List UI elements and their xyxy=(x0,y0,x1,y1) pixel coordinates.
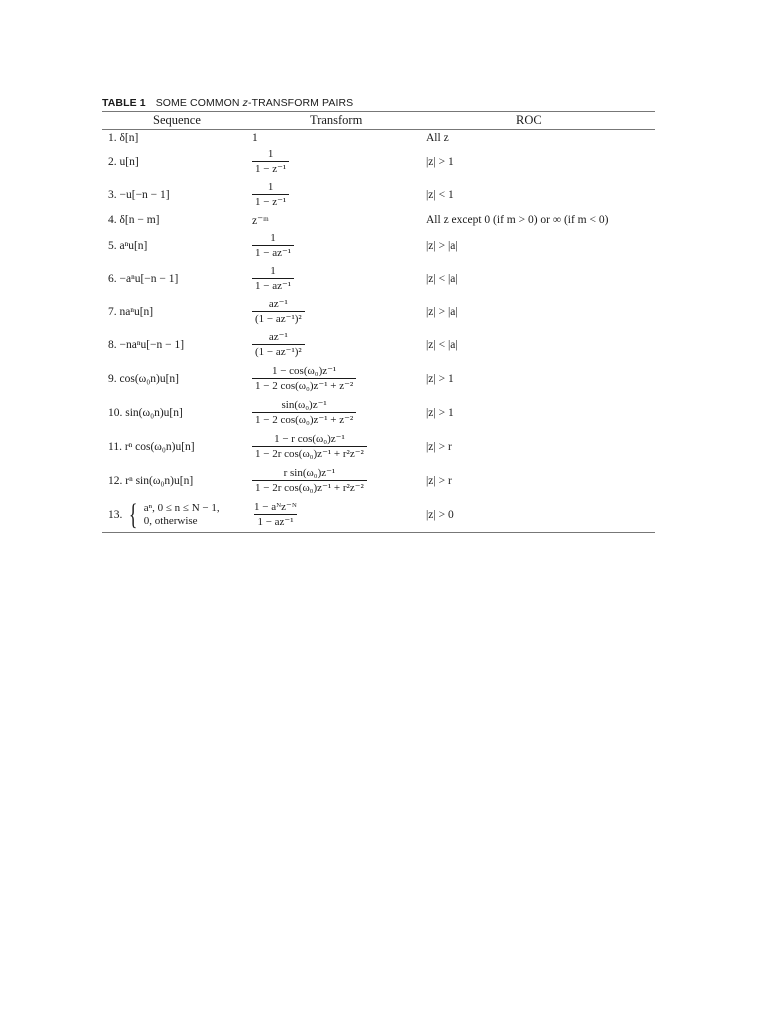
sequence-cell xyxy=(108,464,193,498)
transform-text: 1 xyxy=(252,131,258,144)
table-row xyxy=(102,145,655,178)
table-title-pre: SOME COMMON xyxy=(155,97,243,109)
sequence-cell xyxy=(108,262,178,295)
roc-text: |z| > 1 xyxy=(426,373,454,385)
sequence-number: 13. xyxy=(108,509,123,521)
transform-cell xyxy=(252,130,258,145)
table-title-post: -TRANSFORM PAIRS xyxy=(248,97,354,109)
sequence-text: 12. rⁿ sin(ω₀n)u[n] xyxy=(108,475,194,487)
sequence-text: 10. sin(ω₀n)u[n] xyxy=(108,406,183,419)
sequence-text: 8. −naⁿu[−n − 1] xyxy=(108,339,185,351)
transform-cell xyxy=(252,178,289,211)
transform-fraction xyxy=(252,365,356,393)
roc-cell xyxy=(426,130,449,145)
transform-fraction xyxy=(252,148,289,176)
roc-text: |z| < 1 xyxy=(426,188,454,201)
roc-cell xyxy=(426,262,458,295)
table-row xyxy=(102,464,655,498)
header-row xyxy=(102,112,655,129)
transform-cell xyxy=(252,498,299,532)
table-row xyxy=(102,429,655,464)
sequence-cell xyxy=(108,429,195,464)
transform-cell xyxy=(252,396,356,429)
roc-cell xyxy=(426,211,608,229)
roc-text: |z| < |a| xyxy=(426,272,458,285)
roc-text: |z| > 1 xyxy=(426,155,454,168)
roc-text: |z| > |a| xyxy=(426,305,458,318)
transform-fraction xyxy=(252,399,356,427)
fraction-denominator: 1 − z⁻¹ xyxy=(252,194,289,209)
sequence-cell xyxy=(108,328,184,362)
table-label: TABLE 1 xyxy=(102,97,146,109)
table-row xyxy=(102,295,655,328)
fraction-denominator: (1 − az⁻¹)² xyxy=(252,344,305,359)
piecewise-sequence xyxy=(108,500,220,530)
fraction-denominator: (1 − az⁻¹)² xyxy=(252,311,305,326)
sequence-cell xyxy=(108,362,179,396)
sequence-text: 3. −u[−n − 1] xyxy=(108,188,170,201)
header-roc: ROC xyxy=(516,113,542,127)
cases-block xyxy=(144,502,220,528)
transform-fraction xyxy=(252,265,294,293)
roc-text: All z xyxy=(426,131,449,144)
fraction-numerator: 1 xyxy=(270,231,276,244)
sequence-cell xyxy=(108,211,160,229)
sequence-cell xyxy=(108,145,139,178)
transform-fraction xyxy=(252,232,294,260)
transform-text: z⁻ᵐ xyxy=(252,215,269,227)
fraction-numerator: 1 − cos(ω₀)z⁻¹ xyxy=(271,365,337,377)
roc-text: |z| > |a| xyxy=(426,239,458,252)
sequence-text: 5. aⁿu[n] xyxy=(108,239,148,252)
roc-text: |z| < |a| xyxy=(426,339,458,351)
table-title-var: z xyxy=(242,97,248,109)
case-line-2: 0, otherwise xyxy=(143,515,198,527)
sequence-text: 11. rⁿ cos(ω₀n)u[n] xyxy=(108,440,195,453)
bottom-rule xyxy=(102,532,655,533)
transform-cell xyxy=(252,362,356,396)
fraction-denominator: 1 − 2r cos(ω₀)z⁻¹ + r²z⁻² xyxy=(252,480,367,495)
fraction-denominator: 1 − 2 cos(ω₀)z⁻¹ + z⁻² xyxy=(252,412,356,427)
sequence-text: 9. cos(ω₀n)u[n] xyxy=(108,373,179,385)
fraction-numerator: 1 − r cos(ω₀)z⁻¹ xyxy=(274,432,345,445)
fraction-numerator: 1 xyxy=(270,264,276,277)
transform-cell xyxy=(252,328,305,362)
transform-cell xyxy=(252,295,305,328)
fraction-numerator: az⁻¹ xyxy=(268,331,288,343)
fraction-numerator: az⁻¹ xyxy=(268,297,288,310)
fraction-numerator: 1 xyxy=(267,147,274,160)
transform-cell xyxy=(252,145,289,178)
fraction-numerator: 1 − aᴺz⁻ᴺ xyxy=(254,501,297,513)
roc-text: |z| > r xyxy=(426,440,452,453)
roc-cell xyxy=(426,145,454,178)
sequence-text: 4. δ[n − m] xyxy=(108,214,160,226)
sequence-text: 1. δ[n] xyxy=(108,131,139,144)
fraction-denominator: 1 − 2 cos(ω₀)z⁻¹ + z⁻² xyxy=(252,378,356,393)
sequence-text: 6. −aⁿu[−n − 1] xyxy=(108,272,179,285)
header-sequence: Sequence xyxy=(153,113,201,127)
roc-text: |z| > 0 xyxy=(426,509,454,521)
transform-fraction xyxy=(252,467,367,495)
transform-cell xyxy=(252,211,269,229)
transform-cell xyxy=(252,464,367,498)
roc-cell xyxy=(426,362,454,396)
table-title xyxy=(156,97,354,109)
table-row xyxy=(102,130,655,145)
sequence-cell xyxy=(108,178,170,211)
roc-cell xyxy=(426,328,458,362)
transform-cell xyxy=(252,429,367,464)
table-row xyxy=(102,229,655,262)
sequence-cell xyxy=(108,130,138,145)
header-transform: Transform xyxy=(310,113,363,127)
sequence-cell xyxy=(108,498,220,532)
table-row xyxy=(102,328,655,362)
roc-text: All z except 0 (if m > 0) or ∞ (if m < 0) xyxy=(426,214,609,226)
transform-fraction xyxy=(252,331,305,359)
roc-cell xyxy=(426,464,452,498)
table-container xyxy=(102,96,655,533)
fraction-denominator: 1 − az⁻¹ xyxy=(252,278,294,293)
fraction-numerator: r sin(ω₀)z⁻¹ xyxy=(283,467,336,479)
transform-cell xyxy=(252,229,294,262)
roc-cell xyxy=(426,295,458,328)
fraction-denominator: 1 − z⁻¹ xyxy=(252,161,289,176)
fraction-numerator: 1 xyxy=(267,180,274,193)
fraction-denominator: 1 − az⁻¹ xyxy=(254,514,296,529)
table-row xyxy=(102,178,655,211)
transform-fraction xyxy=(252,501,299,529)
table-row xyxy=(102,396,655,429)
sequence-cell xyxy=(108,396,183,429)
fraction-denominator: 1 − 2r cos(ω₀)z⁻¹ + r²z⁻² xyxy=(252,446,367,461)
roc-text: |z| > 1 xyxy=(426,406,454,419)
roc-cell xyxy=(426,229,458,262)
transform-fraction xyxy=(252,298,305,326)
table-row xyxy=(102,262,655,295)
roc-text: |z| > r xyxy=(426,475,452,487)
table-row xyxy=(102,498,655,532)
fraction-denominator: 1 − az⁻¹ xyxy=(252,245,294,260)
fraction-numerator: sin(ω₀)z⁻¹ xyxy=(281,398,327,411)
roc-cell xyxy=(426,429,452,464)
sequence-cell xyxy=(108,295,153,328)
sequence-text: 7. naⁿu[n] xyxy=(108,305,154,318)
table-row xyxy=(102,362,655,396)
table-caption xyxy=(102,96,655,111)
table-row xyxy=(102,211,655,229)
roc-cell xyxy=(426,178,454,211)
sequence-cell xyxy=(108,229,147,262)
roc-cell xyxy=(426,396,454,429)
roc-cell xyxy=(426,498,454,532)
transform-fraction xyxy=(252,181,289,209)
sequence-text: 2. u[n] xyxy=(108,155,139,168)
transform-fraction xyxy=(252,433,367,461)
transform-cell xyxy=(252,262,294,295)
case-line-1: aⁿ, 0 ≤ n ≤ N − 1, xyxy=(143,502,220,514)
table-body xyxy=(102,130,655,532)
brace-symbol: { xyxy=(129,498,138,531)
